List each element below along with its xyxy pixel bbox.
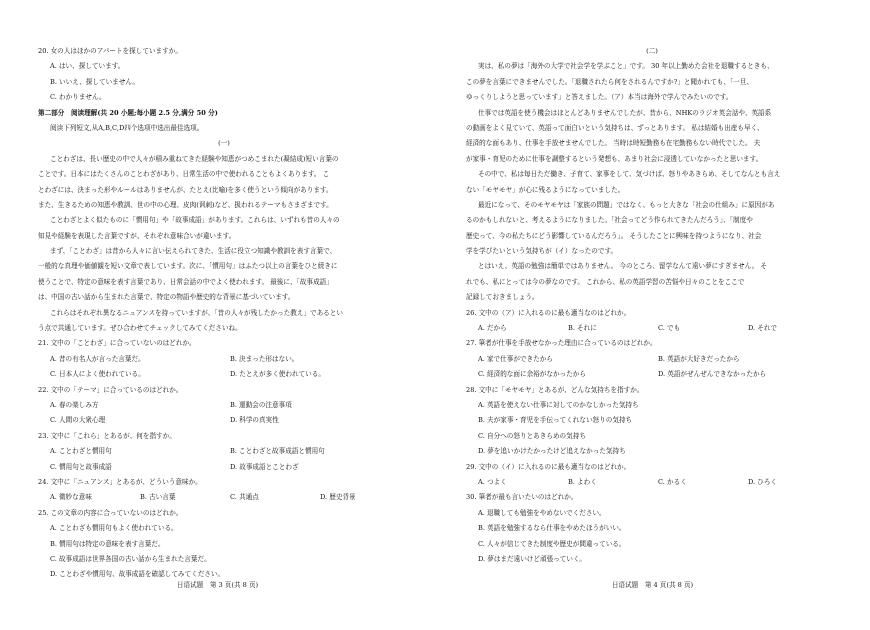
passage-line: が家事・育児のために仕事を調整するという発想も、あまり社会に浸透していなかったと思います。: [466, 154, 763, 163]
section-heading: 第二部分 阅读理解(共 20 小题;每小题 2.5 分,满分 50 分): [38, 108, 218, 117]
question-28: 28. 文中に「モヤモヤ」とあるが、どんな気持ちを指すか。: [466, 385, 644, 394]
options-row: [466, 321, 838, 336]
option-d[interactable]: D. ひろく: [748, 477, 778, 486]
page-4-text: [466, 44, 838, 567]
passage-line: ことです。日本にはたくさんのことわざがあり、日常生活の中で使われることもよくあります。 こ: [38, 170, 330, 179]
passage-line: う点で共通しています。ぜひ合わせてチェックしてみてくださいね。: [38, 324, 242, 333]
passage-line: まず、「ことわざ」は昔から人々に言い伝えられてきた、生活に役立つ知識や教訓を表す言葉で、: [50, 247, 337, 256]
passage-line: 記録しておきましょう。: [466, 293, 539, 302]
option-d[interactable]: D. 夢はまだ遠いけど頑張っていく。: [478, 554, 587, 563]
option-a[interactable]: A. つよく: [478, 477, 507, 486]
passage-line: 知見や経験を表現した言葉ですが、それぞれ意味合いが違います。: [38, 231, 236, 240]
option-a[interactable]: A. 微妙な意味: [50, 493, 92, 502]
passage-line: これらはそれぞれ異なるニュアンスを持っていますが、「昔の人々が残したかった教え」であるとい: [50, 308, 343, 317]
question-23: 23. 文中に「これら」とあるが、何を指すか。: [38, 431, 176, 440]
option-b[interactable]: B. 古い言葉: [140, 493, 176, 502]
passage-line: 最近になって、そのモヤモヤは「家族の問題」ではなく、もっと大きな「社会の仕組み」に原因があ: [478, 200, 775, 209]
option-b[interactable]: B. それに: [568, 324, 597, 333]
question-22: 22. 文中の「テーマ」に合っているのはどれか。: [38, 385, 183, 394]
passage-line: 使うことで、特定の意味を表す言葉であり、日常会話の中でよく使われます。 最後に、「故事成語」: [38, 277, 333, 286]
page-footer: 日语试题 第 4 页(共 8 页): [611, 581, 694, 589]
option-b[interactable]: B. よわく: [568, 477, 597, 486]
passage-line: とはいえ、英語の勉強は簡単ではありません。 今のところ、留学なんて遠い夢にすぎません。 そ: [478, 262, 767, 271]
option-c[interactable]: C. 故事成語は世界各国の古い話から生まれた言葉だ。: [50, 554, 211, 563]
option-b[interactable]: B. 運動会の注意事項: [230, 400, 292, 409]
passage-number: (二): [646, 47, 658, 55]
option: C. わかりません。: [50, 93, 106, 102]
option-b[interactable]: B. ことわざと故事成語と慣用句: [230, 447, 325, 456]
option-a[interactable]: A. ことわざも慣用句もよく使われている。: [50, 524, 178, 533]
question-20: 20. 女の人はほかのアパートを探していますか。: [38, 47, 182, 55]
question-27: 27. 筆者が仕事を手放せなかった理由に合っているのはどれか。: [466, 339, 657, 348]
passage-line: また、生きるための知恵や教訓、世の中の心理、皮肉(讽刺)など、扱われるテーマもさまざまです。: [38, 200, 333, 209]
options-row: [38, 490, 410, 505]
question-29: 29. 文中の（イ）に入れるのに最も適当なのはどれか。: [466, 462, 631, 471]
option-d[interactable]: D. それで: [748, 324, 778, 333]
option-c[interactable]: C. 人間の大衆心理: [50, 416, 106, 425]
option-a[interactable]: A. 英語を使えない仕事に対してのかなしかった気持ち: [478, 400, 639, 409]
option-d[interactable]: D. 夢を追いかけたかったけど追えなかった気持ち: [478, 447, 626, 456]
passage-line: ゆっくりしようと思っています」と答えました。（ア）本当は海外で学んでみたいのです。: [466, 93, 733, 102]
option-c[interactable]: C. 共通点: [230, 493, 259, 502]
options-row: [38, 413, 410, 428]
passage-line: 一般的な真理や価値観を短い文章で表しています。次に、「慣用句」はふたつ以上の言葉をひと続きに: [38, 262, 338, 271]
question-21: 21. 文中の「ことわざ」に合っていないのはどれか。: [38, 339, 196, 348]
options-row: [38, 444, 410, 459]
options-row: [466, 367, 838, 382]
options-row: [466, 475, 838, 490]
options-row: [38, 460, 410, 475]
passage-line: 学を学びたいという気持ちが（イ）なったのです。: [466, 247, 618, 256]
passage-line: ない「モヤモヤ」が心に残るようになっていました。: [466, 185, 625, 194]
passage-line: の動画をよく見ていて、英語って面白いという気持ちは、ずっとあります。 私は結婚も出産も早く、: [466, 123, 764, 132]
option: A. はい、探しています。: [50, 62, 125, 71]
question-26: 26. 文中の（ア）に入れるのに最も適当なのはどれか。: [466, 308, 631, 317]
passage-line: とわざには、決まった形やルールはありませんが、たとえ(比喻)を多く使うという傾向があります。: [38, 185, 333, 194]
option-c[interactable]: C. 自分への怒りとあきらめの気持ち: [478, 431, 586, 440]
option-c[interactable]: C. 経済的な面に余裕がなかったから: [478, 370, 586, 379]
passage-line: 仕事では英語を使う機会はほとんどありませんでしたが、昔から、NHKのラジオ英会話や、英語系: [478, 108, 772, 117]
passage-line: 経済的な面もあり、仕事を手放せませんでした。 当時は時短勤務も在宅勤務もない時代でした。 夫: [466, 139, 761, 148]
passage-line: この夢を言葉にできませんでした。「退職されたら何をされるんですか?」と聞かれても、「一旦、: [466, 77, 754, 86]
option-a[interactable]: A. 春の楽しみ方: [50, 400, 99, 409]
question-24: 24. 文中に「ニュアンス」とあるが、どういう意味か。: [38, 477, 202, 486]
option-a[interactable]: A. 家で仕事ができたから: [478, 354, 553, 363]
page-footer: 日语试题 第 3 页(共 8 页): [176, 581, 259, 589]
section-instructions: 阅读下列短文,从A,B,C,D四个选项中选出最佳选项。: [50, 123, 204, 132]
passage-line: ことわざとよく似たものに「慣用句」や「故事成語」があります。これらは、いずれも昔の人々の: [50, 216, 340, 225]
option-d[interactable]: D. ことわざや慣用句、故事成語を確認してみてください。: [50, 570, 225, 579]
option-d[interactable]: D. 歴史背景: [320, 493, 356, 502]
option-c[interactable]: C. 人々が信じてきた制度や歴史が間違っている。: [478, 539, 626, 548]
options-row: [38, 352, 410, 367]
passage-line: ことわざは、長い歴史の中で人々が積み重ねてきた経験や知恵がつめこまれた(凝結成)短い言葉の: [50, 154, 339, 163]
question-25: 25. この文章の内容に合っていないのはどれか。: [38, 508, 183, 517]
option-d[interactable]: D. たとえが多く使われている。: [230, 370, 325, 379]
exam-page-4: [435, 0, 870, 630]
option-c[interactable]: C. 慣用句と故事成語: [50, 462, 112, 471]
passage-line: るのかもしれないと、考えるようになりました。「社会ってどう作られてきたんだろう」、「制度や: [466, 216, 753, 225]
options-row: [466, 352, 838, 367]
option-b[interactable]: B. 英語を勉強するなら仕事をやめたほうがいい。: [478, 524, 626, 533]
option-d[interactable]: D. 故事成語とことわざ: [230, 462, 299, 471]
question-30: 30. 筆者が最も言いたいのはどれか。: [466, 493, 578, 502]
option-a[interactable]: A. ことわざと慣用句: [50, 447, 112, 456]
passage-line: その中で、私は毎日ただ働き、子育て、家事をして、気づけば、怒りやあきらめ、そしてなんとも言え: [478, 170, 781, 179]
option-b[interactable]: B. 慣用句は特定の意味を表す言葉だ。: [50, 539, 165, 548]
option-d[interactable]: D. 英語がぜんぜんできなかったから: [658, 370, 767, 379]
option: B. いいえ、探していません。: [50, 77, 139, 86]
passage-line: れでも、私にとっては今の夢なのです。 これから、私の英語学習の苦悩や日々のことをここで: [466, 277, 745, 286]
option-b[interactable]: B. 英語が大好きだったから: [658, 354, 740, 363]
option-c[interactable]: C. でも: [658, 324, 681, 333]
passage-number: (一): [218, 139, 230, 148]
option-c[interactable]: C. 日本人によく使われている。: [50, 370, 145, 379]
page-3-text: [38, 44, 410, 583]
option-a[interactable]: A. だから: [478, 324, 507, 333]
option-b[interactable]: B. 夫が家事・育児を手伝ってくれない怒りの気持ち: [478, 416, 633, 425]
option-b[interactable]: B. 決まった形はない。: [230, 354, 299, 363]
options-row: [38, 398, 410, 413]
passage-line: は、中国の古い話から生まれた言葉で、特定の物語や歴史的な背景に基づいています。: [38, 293, 295, 302]
option-d[interactable]: D. 科学の真実性: [230, 416, 279, 425]
passage-line: 歴史って、今の私たちにどう影響しているんだろう」。 そうしたことに興味を持つようになり、社会: [466, 231, 762, 240]
option-c[interactable]: C. かるく: [658, 477, 687, 486]
option-a[interactable]: A. 昔の有名人が言った言葉だ。: [50, 354, 145, 363]
option-a[interactable]: A. 退職しても勉強をやめないでください。: [478, 508, 606, 517]
options-row: [38, 367, 410, 382]
passage-line: 実は、私の夢は「海外の大学で社会学を学ぶこと」です。 30 年以上勤めた会社を退職するときも、: [478, 62, 774, 71]
